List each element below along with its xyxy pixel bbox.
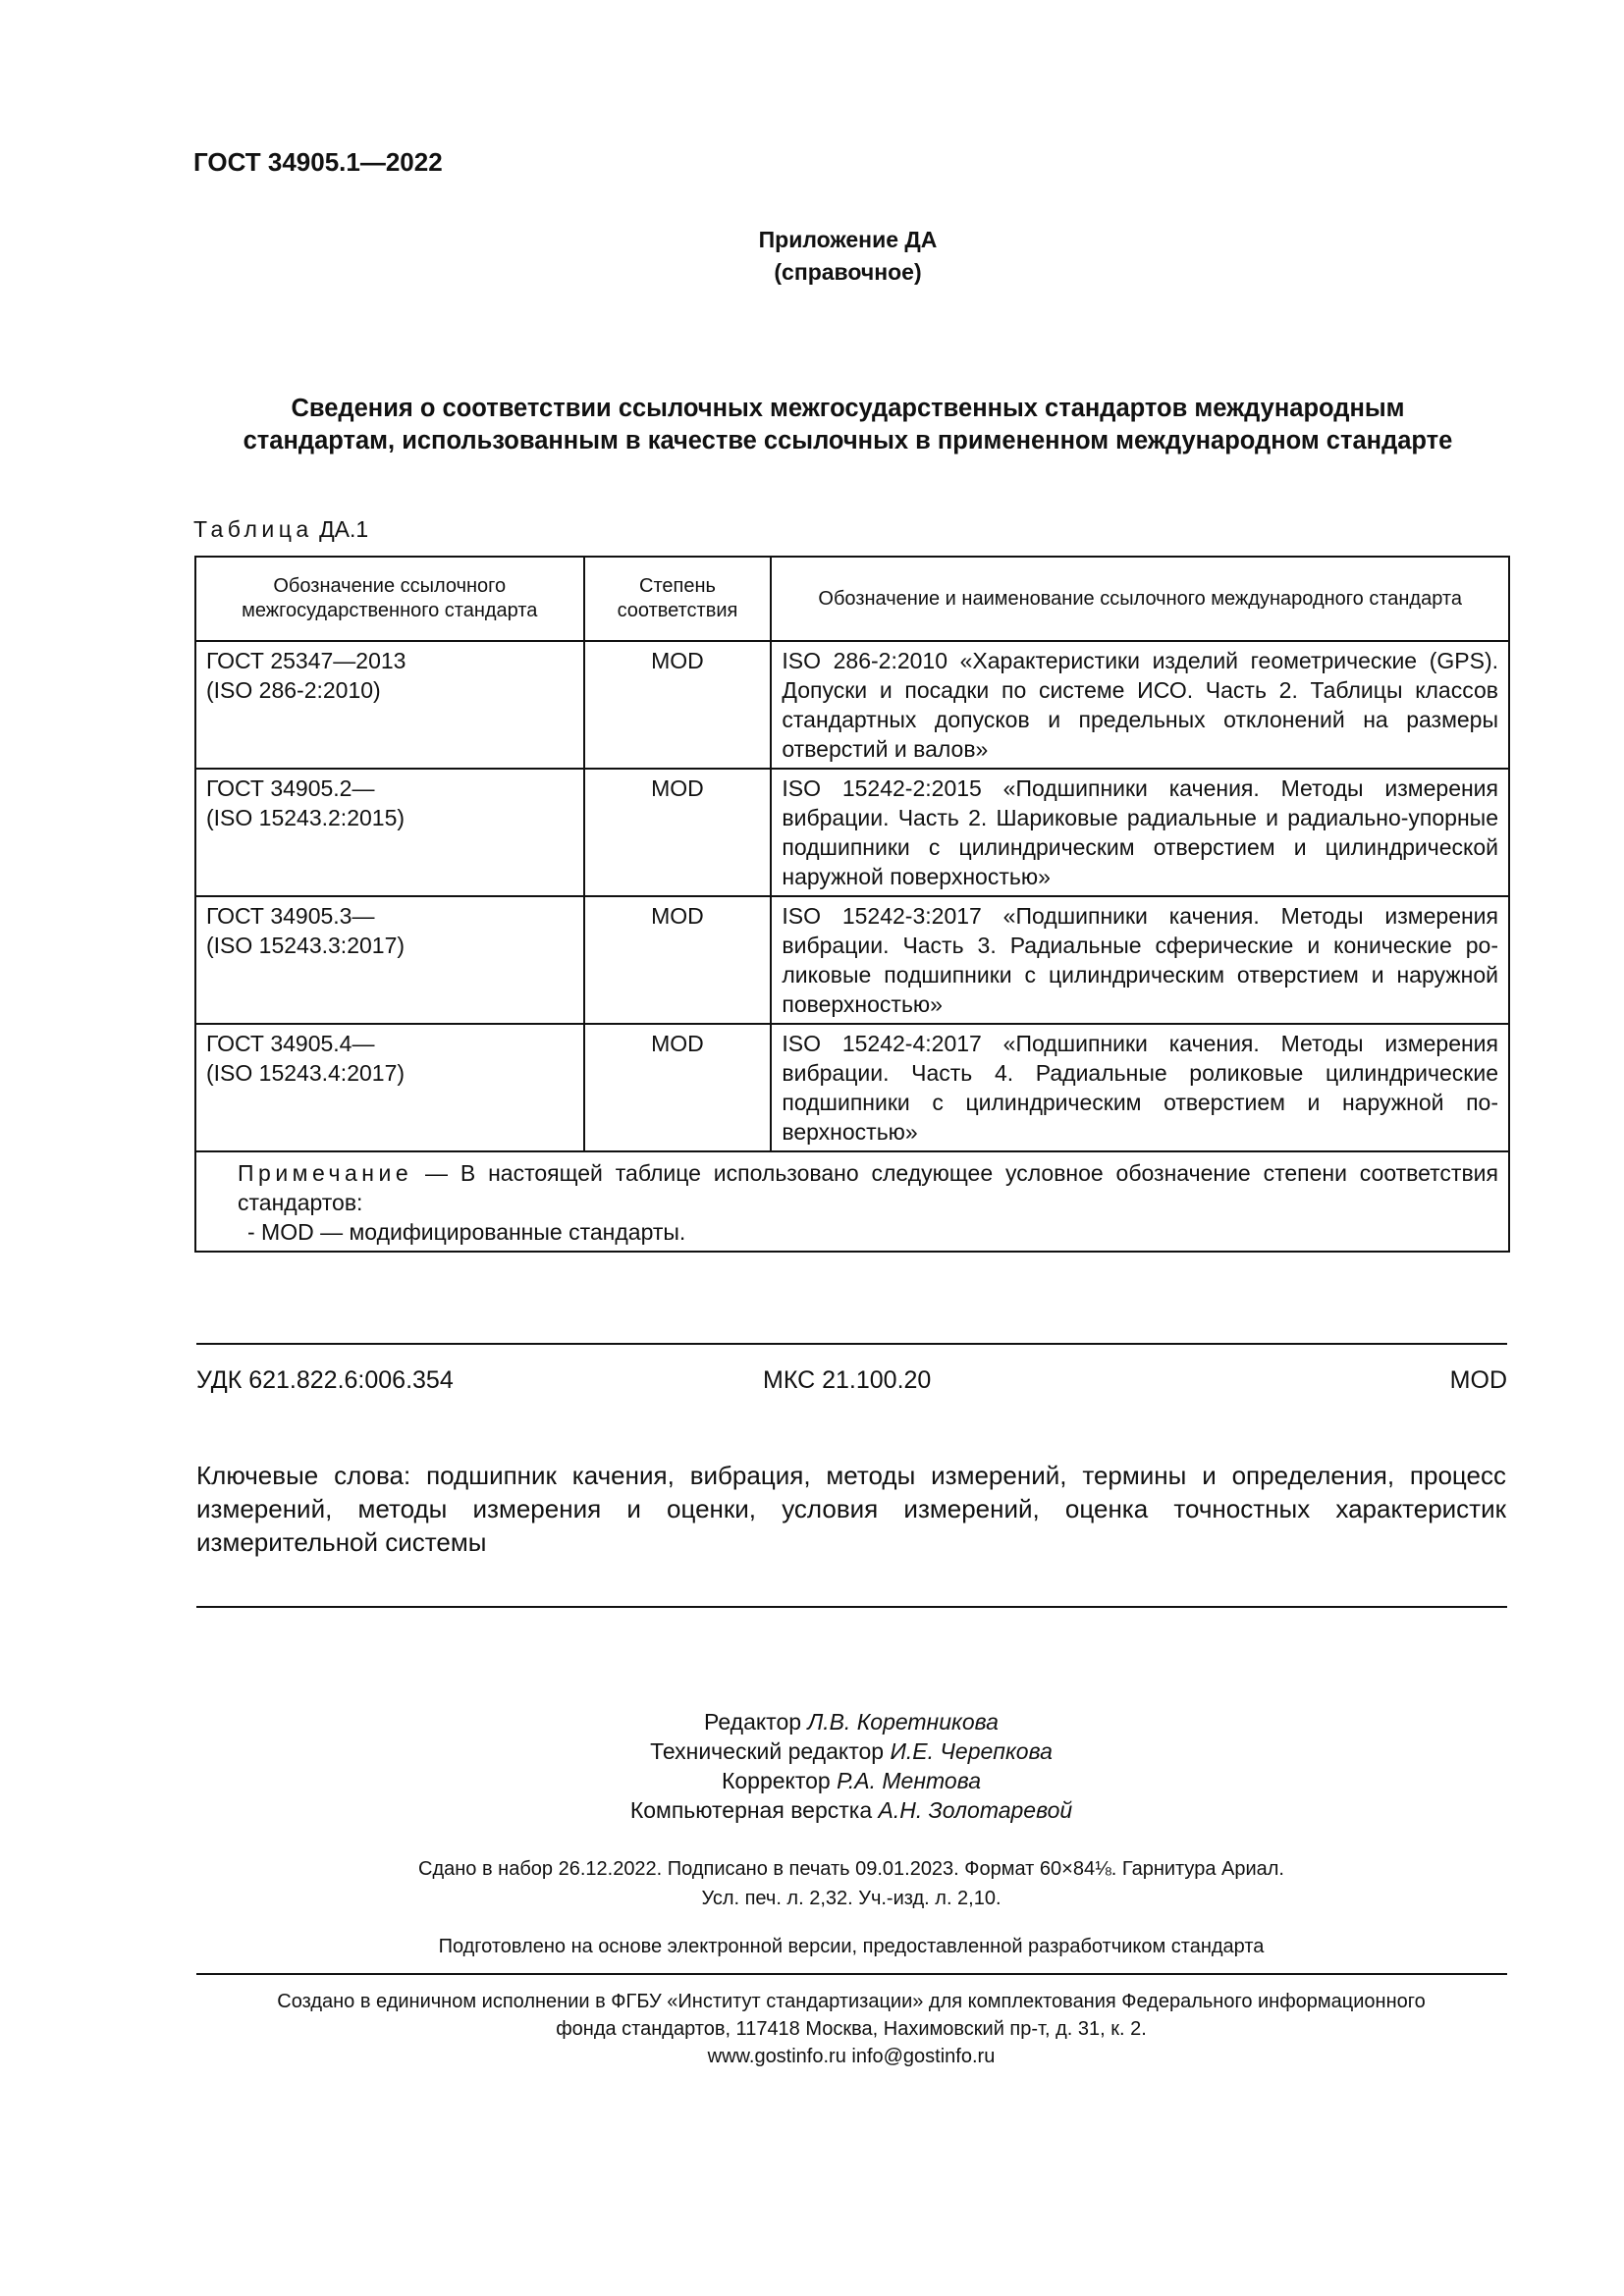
mks-code: МКС 21.100.20 (763, 1366, 932, 1394)
divider-bottom (196, 1973, 1507, 1975)
print-info-line-2: Усл. печ. л. 2,32. Уч.-изд. л. 2,10. (701, 1888, 1001, 1909)
table-row (195, 641, 1509, 769)
header-gost-designation: Обозначение ссылочного межгосударственного стандарта (195, 557, 584, 641)
credit-tech-editor (0, 1736, 1624, 1766)
document-id: ГОСТ 34905.1—2022 (193, 147, 443, 177)
keywords-paragraph: Ключевые слова: подшипник качения, вибрация, методы измерений, термины и определения, процесс измерений, методы измерения и оценки, условия измерений, оценка точностных характеристик измерительной системы (196, 1461, 1506, 1557)
cell-gost (195, 896, 584, 1024)
print-info (0, 1854, 1624, 1913)
appendix-title-block (0, 224, 1624, 289)
cell-gost (195, 641, 584, 769)
heading-line-2: стандартам, использованным в качестве ссылочных в примененном международном стандарте (243, 427, 1453, 454)
table-row (195, 769, 1509, 896)
credit-name: И.Е. Черепкова (890, 1738, 1053, 1764)
standards-table (194, 556, 1510, 1253)
table-note-row (195, 1151, 1509, 1252)
iso-reference: (ISO 15243.2:2015) (206, 805, 406, 830)
cell-degree: MOD (584, 896, 772, 1024)
credit-layout (0, 1795, 1624, 1825)
section-heading (0, 393, 1624, 457)
note-text: — В настоящей таблице использовано следующее условное обозначение степени соответствия стандартов: (238, 1160, 1498, 1215)
table-label-number: ДА.1 (319, 516, 369, 542)
gost-number: ГОСТ 34905.4— (206, 1031, 375, 1056)
credit-name: Л.В. Коретникова (807, 1709, 999, 1735)
divider-keywords (196, 1606, 1507, 1608)
divider-top (196, 1343, 1507, 1345)
cell-description: ISO 15242-2:2015 «Подшипники качения. Методы измерения вибрации. Часть 2. Шариковые радиальные и радиально-упорные подшипники с цилиндрическим отверстием и цилиндрической наружной поверхностью» (771, 769, 1509, 896)
created-line-2: фонда стандартов, 117418 Москва, Нахимовский пр-т, д. 31, к. 2. (556, 2018, 1147, 2040)
created-line-1: Создано в единичном исполнении в ФГБУ «Институт стандартизации» для комплектования Федерального информационного (277, 1991, 1426, 2012)
credit-name: А.Н. Золотаревой (878, 1797, 1073, 1823)
heading-line-1: Сведения о соответствии ссылочных межгосударственных стандартов международным (291, 395, 1405, 422)
credit-name: Р.А. Ментова (837, 1768, 981, 1793)
credit-proofreader (0, 1766, 1624, 1795)
cell-degree: MOD (584, 1024, 772, 1151)
credit-role: Компьютерная верстка (629, 1797, 873, 1823)
cell-description: ISO 15242-3:2017 «Подшипники качения. Методы измерения вибрации. Часть 3. Радиальные сферические и конические роликовые подшипники с цилиндрическим отверстием и наружной поверхностью» (771, 896, 1509, 1024)
table-row (195, 896, 1509, 1024)
header-international-standard: Обозначение и наименование ссылочного международного стандарта (771, 557, 1509, 641)
iso-reference: (ISO 286-2:2010) (206, 677, 381, 703)
cell-gost (195, 769, 584, 896)
conformity-code: MOD (1449, 1366, 1507, 1394)
table-label-word: Таблица (193, 516, 313, 542)
iso-reference: (ISO 15243.4:2017) (206, 1060, 406, 1086)
header-degree: Степень соответствия (584, 557, 772, 641)
created-line-3: www.gostinfo.ru info@gostinfo.ru (707, 2046, 996, 2067)
credit-role: Технический редактор (650, 1738, 885, 1764)
udk-code: УДК 621.822.6:006.354 (196, 1366, 454, 1394)
created-info (0, 1988, 1624, 2070)
cell-degree: MOD (584, 769, 772, 896)
gost-number: ГОСТ 34905.2— (206, 775, 375, 801)
table-header-row (195, 557, 1509, 641)
cell-description: ISO 15242-4:2017 «Подшипники качения. Методы измерения вибрации. Часть 4. Радиальные роликовые цилиндрические подшипники с цилиндрическим отверстием и наружной поверхностью» (771, 1024, 1509, 1151)
credit-role: Корректор (721, 1768, 831, 1793)
credit-editor (0, 1707, 1624, 1736)
table-note (195, 1151, 1509, 1252)
table-row (195, 1024, 1509, 1151)
credits-block (0, 1707, 1624, 1825)
cell-degree: MOD (584, 641, 772, 769)
note-list-item: - MOD — модифицированные стандарты. (247, 1219, 686, 1245)
gost-number: ГОСТ 34905.3— (206, 903, 375, 929)
note-label: Примечание (238, 1160, 413, 1186)
note-paragraph (206, 1158, 1498, 1217)
iso-reference: (ISO 15243.3:2017) (206, 933, 406, 958)
cell-gost (195, 1024, 584, 1151)
appendix-subtitle: (справочное) (774, 259, 922, 285)
cell-description: ISO 286-2:2010 «Характеристики изделий геометрические (GPS). Допуски и посадки по системе ИСО. Часть 2. Таблицы классов стандартных допусков и предельных отклонений на размеры отверстий и валов» (771, 641, 1509, 769)
gost-number: ГОСТ 25347—2013 (206, 648, 406, 673)
prepared-note: Подготовлено на основе электронной версии, предоставленной разработчиком стандарта (438, 1936, 1265, 1957)
table-label (193, 516, 368, 543)
print-info-line-1: Сдано в набор 26.12.2022. Подписано в печать 09.01.2023. Формат 60×84⅛. Гарнитура Ариал. (418, 1858, 1284, 1880)
appendix-title: Приложение ДА (758, 227, 938, 252)
credit-role: Редактор (704, 1709, 802, 1735)
